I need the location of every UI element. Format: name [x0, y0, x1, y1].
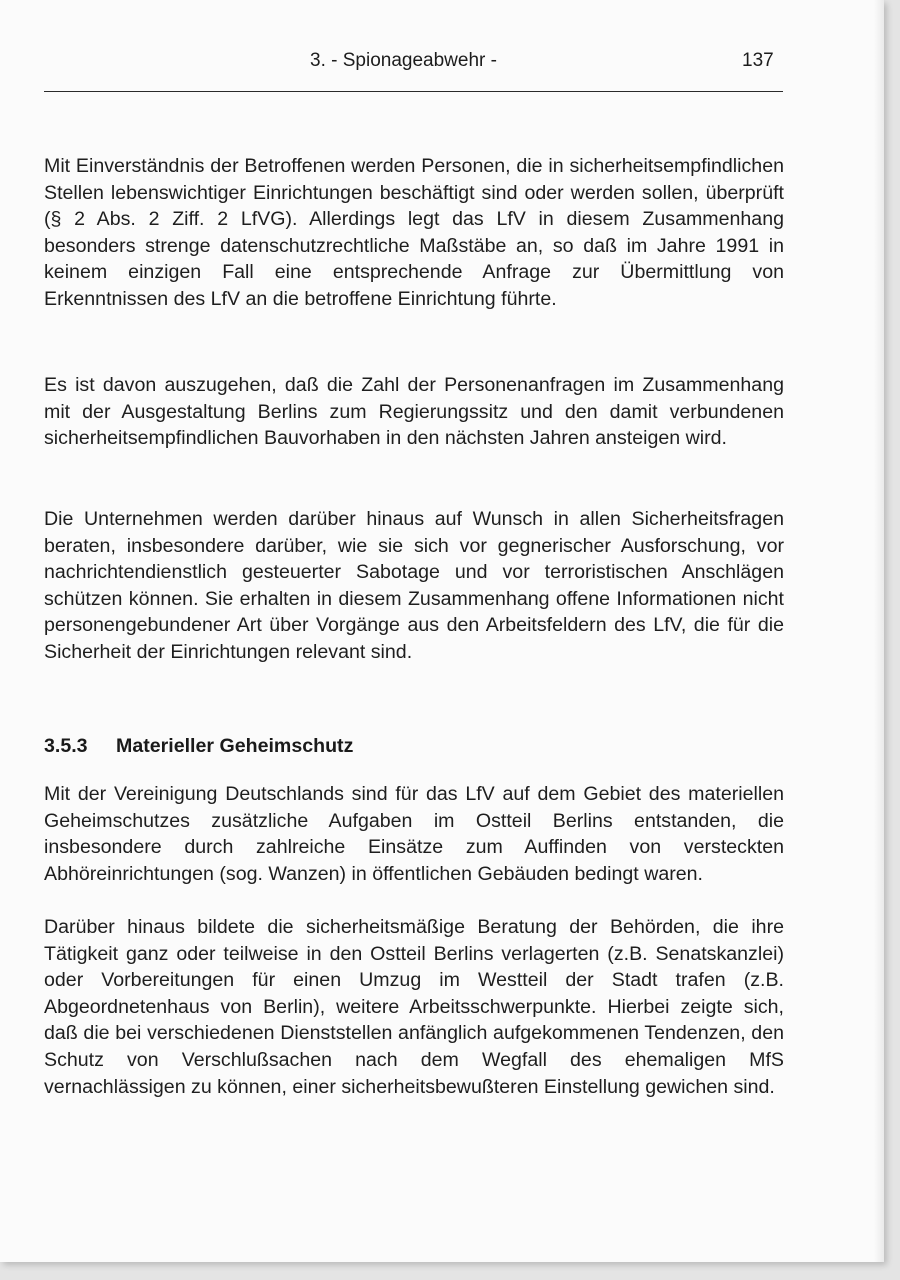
page-number: 137: [742, 50, 774, 71]
paragraph-1: Mit Einverständnis der Betroffenen werden Personen, die in sicherheitsempfindlichen Stellen lebenswichtiger Einrichtungen beschäftigt sind oder werden sollen, überprüft (§ 2 Abs. 2 Ziff. 2 LfVG). Allerdings legt das LfV in diesem Zusammenhang besonders strenge datenschutzrechtliche Maßstäbe an, so daß im Jahre 1991 in keinem einzigen Fall eine entsprechende Anfrage zur Übermittlung von Erkenntnissen des LfV an die betroffene Einrichtung führte.: [44, 155, 784, 310]
paragraph-3: Die Unternehmen werden darüber hinaus auf Wunsch in allen Sicherheitsfragen beraten, insbesondere darüber, wie sie sich vor gegnerischer Ausforschung, vor nachrichtendienstlich gesteuerter Sabotage und vor terroristischen Anschlägen schützen können. Sie erhalten in diesem Zusammenhang offene Informationen nicht personengebundener Art über Vorgänge aus den Arbeitsfeldern des LfV, die für die Sicherheit der Einrichtungen relevant sind.: [44, 508, 784, 663]
section-number: 3.5.3: [44, 735, 88, 757]
page-edge: [874, 0, 884, 1262]
section-paragraph-1: Mit der Vereinigung Deutschlands sind für das LfV auf dem Gebiet des materiellen Geheimschutzes zusätzliche Aufgaben im Ostteil Berlins entstanden, die insbesondere durch zahlreiche Einsätze zum Auffinden von versteckten Abhöreinrichtungen (sog. Wanzen) in öffentlichen Gebäuden bedingt waren.: [44, 783, 784, 885]
section-heading: [44, 735, 353, 758]
section-paragraph-2: Darüber hinaus bildete die sicherheitsmäßige Beratung der Behörden, die ihre Tätigkeit ganz oder teilweise in den Ostteil Berlins verlagerten (z.B. Senatskanzlei) oder Vorbereitungen für einen Umzug im Westteil der Stadt trafen (z.B. Abgeordnetenhaus von Berlin), weitere Arbeitsschwerpunkte. Hierbei zeigte sich, daß die bei verschiedenen Dienststellen anfänglich aufgekommenen Tendenzen, den Schutz von Verschlußsachen nach dem Wegfall des ehemaligen MfS vernachlässigen zu können, einer sicherheitsbewußteren Einstellung gewichen sind.: [44, 916, 784, 1098]
running-header-title: 3. - Spionageabwehr -: [310, 50, 497, 71]
header-rule: [44, 91, 783, 92]
section-title: Materieller Geheimschutz: [116, 735, 354, 757]
paragraph-2: Es ist davon auszugehen, daß die Zahl der Personenanfragen im Zusammenhang mit der Ausgestaltung Berlins zum Regierungssitz und den damit verbundenen sicherheitsempfindlichen Bauvorhaben in den nächsten Jahren ansteigen wird.: [44, 374, 784, 450]
